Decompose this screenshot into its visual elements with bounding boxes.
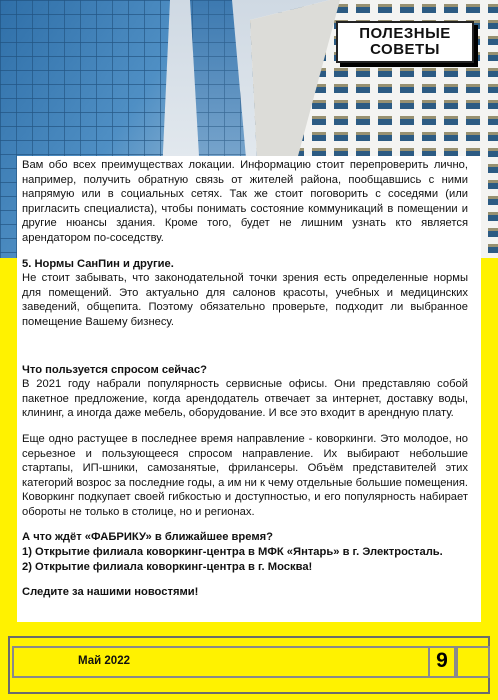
section5-paragraph: Не стоит забывать, что законодательной точки зрения есть определенные нормы для помещений. Это актуально для салонов красоты, учебных и медицинских заведений, общепита. Поэтому обязательно проверьте, подходит ли выбранное помещение Вашему бизнесу. bbox=[22, 272, 468, 328]
page-number: 9 bbox=[436, 649, 448, 672]
article-body bbox=[22, 158, 468, 600]
footer-end-box bbox=[456, 646, 490, 678]
coworking-paragraph-2: Коворкинг подкупает своей гибкостью и доступностью, и его популярность набирает обороты не только в столице, но и регионах. bbox=[22, 491, 468, 518]
future-heading: А что ждёт «ФАБРИКУ» в ближайшее время? bbox=[22, 531, 273, 544]
intro-paragraph: Вам обо всех преимуществах локации. Информацию стоит перепроверить лично, например, получить обратную связь от жителей района, пообщавшись с ними напрямую или в социальных сетях. Так же стоит поговорить с соседями (или пригласить специалиста), чтобы понимать состояние коммуникаций в помещении и другие нюансы здания. Кроме того, будет не лишним узнать кто является арендатором по-соседству. bbox=[22, 159, 468, 244]
future-item-2: 2) Открытие филиала коворкинг-центра в г. Москва! bbox=[22, 560, 313, 573]
badge-line-1: ПОЛЕЗНЫЕ bbox=[359, 25, 451, 42]
footer-bar bbox=[12, 646, 430, 678]
demand-heading: Что пользуется спросом сейчас? bbox=[22, 363, 207, 376]
badge-line-2: СОВЕТЫ bbox=[370, 41, 440, 58]
section-badge-title bbox=[338, 26, 472, 58]
demand-paragraph: В 2021 году набрали популярность сервисные офисы. Они представляю собой пакетное предложение, когда арендодатель отвечает за интернет, доставку воды, клининг, а иногда даже мебель, оборудование. И все это входит в арендную плату. bbox=[22, 378, 468, 420]
page-number-box bbox=[428, 646, 456, 678]
issue-date: Май 2022 bbox=[78, 655, 130, 667]
coworking-paragraph-1: Еще одно растущее в последнее время направление - коворкинги. Это молодое, но серьезное и пользующееся спросом направление. Их выбирают небольшие стартапы, ИП-шники, самозанятые, фрилансеры. Объём представителей этих категорий возрос за последние годы, а им ни к чему отдельные большие помещения. bbox=[22, 432, 469, 489]
closing-line: Следите за нашими новостями! bbox=[22, 586, 199, 599]
section5-heading: 5. Нормы СанПин и другие. bbox=[22, 257, 174, 270]
section-badge bbox=[336, 21, 474, 63]
future-item-1: 1) Открытие филиала коворкинг-центра в МФК «Янтарь» в г. Электросталь. bbox=[22, 546, 443, 559]
